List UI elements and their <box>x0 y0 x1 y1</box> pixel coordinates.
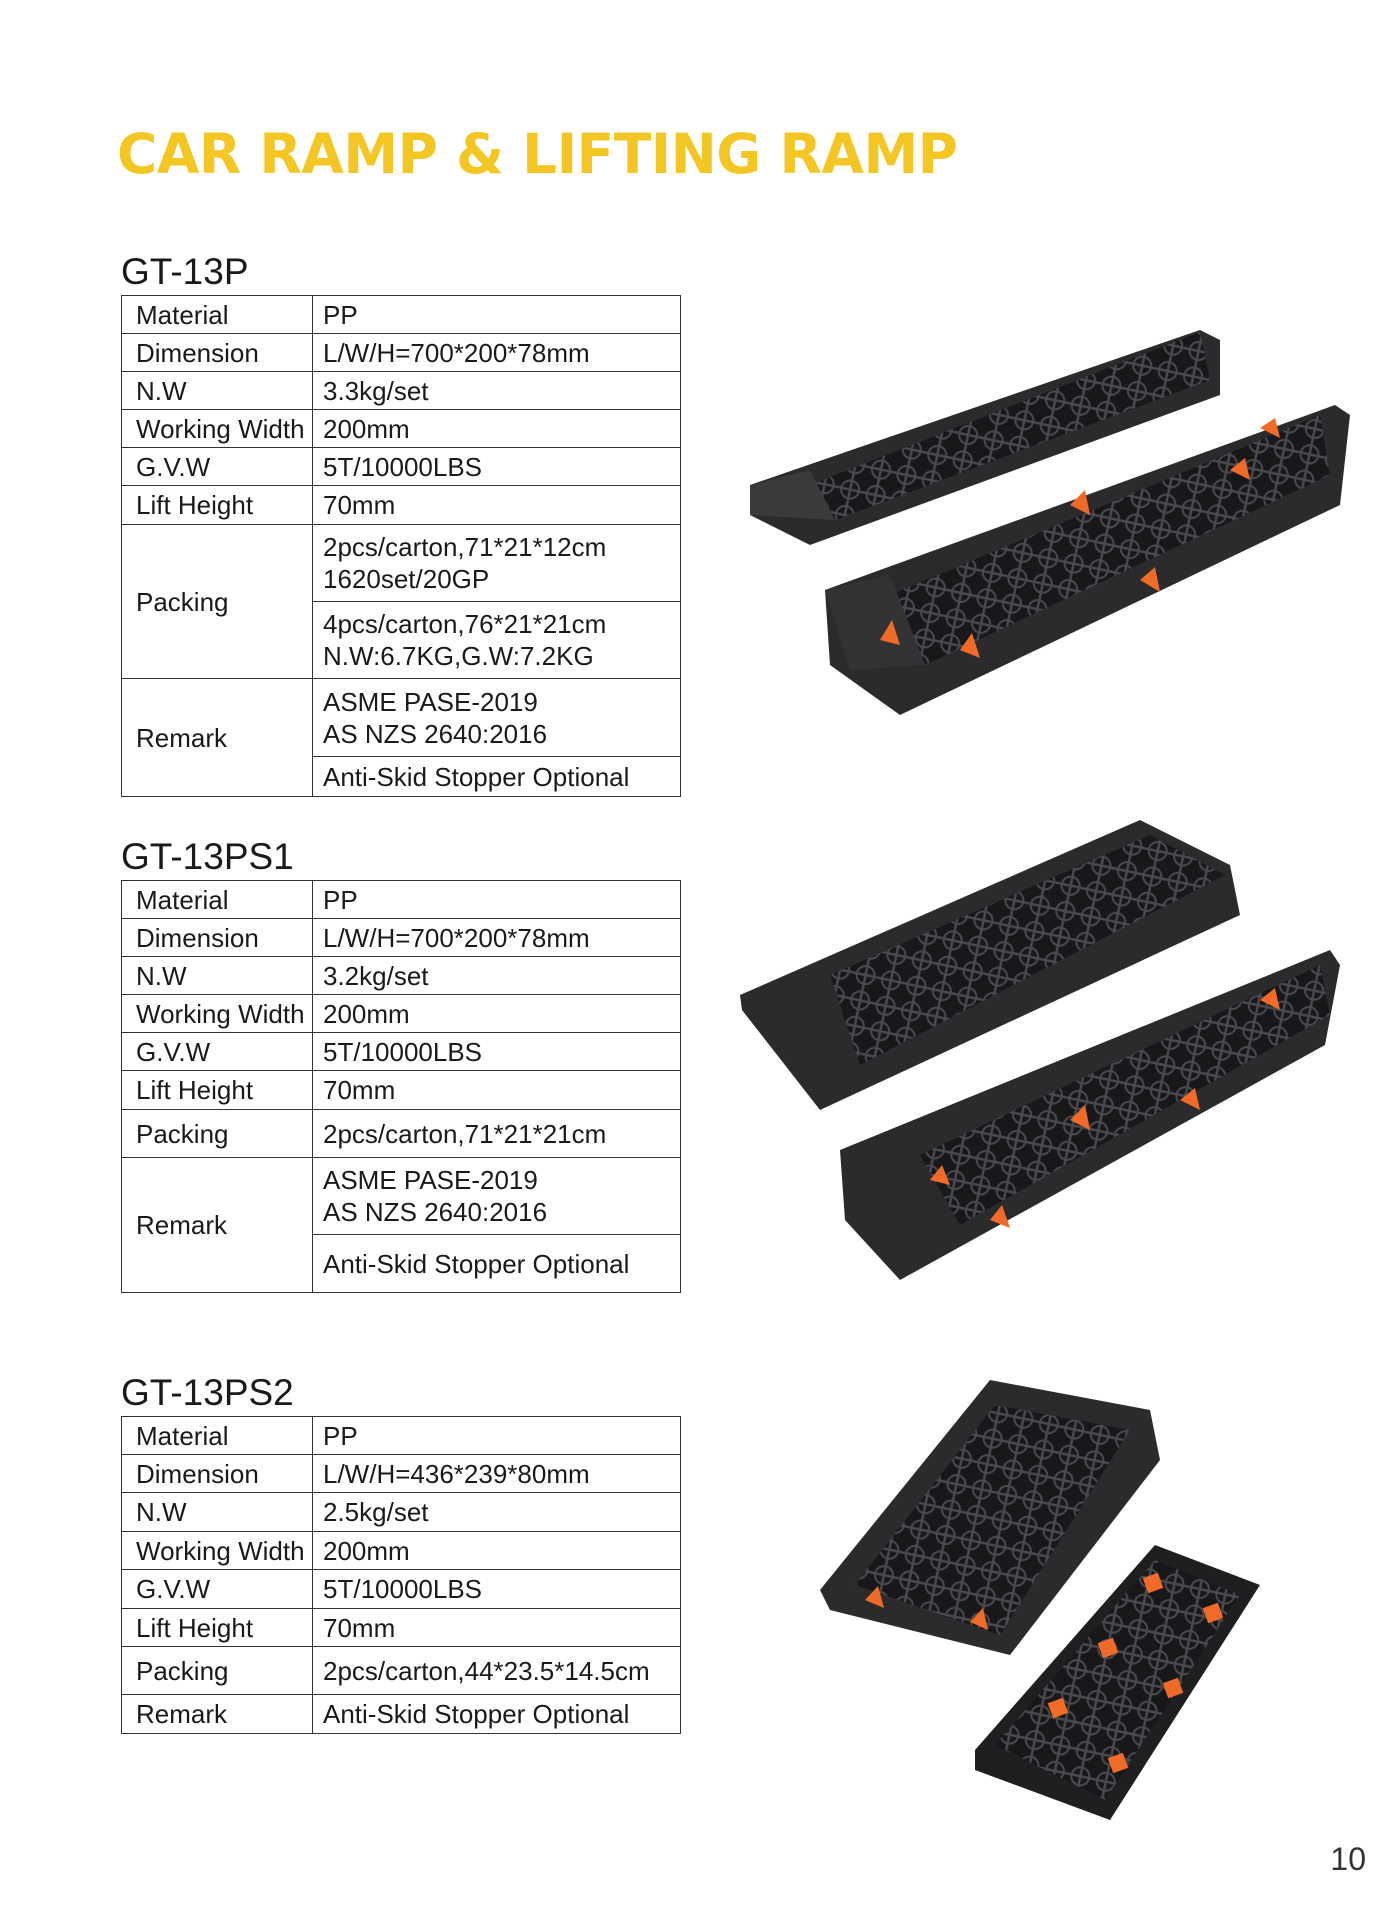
value-lift-height: 70mm <box>313 1609 681 1647</box>
value-nw: 2.5kg/set <box>313 1493 681 1532</box>
table-row <box>122 1647 681 1695</box>
value-gvw: 5T/10000LBS <box>313 448 681 486</box>
table-row <box>122 881 681 919</box>
remark-line: AS NZS 2640:2016 <box>323 1197 548 1227</box>
label-gvw: G.V.W <box>122 1570 313 1609</box>
value-working-width: 200mm <box>313 1532 681 1570</box>
table-row <box>122 372 681 410</box>
label-lift-height: Lift Height <box>122 1609 313 1647</box>
spec-table-gt-13p <box>121 295 681 797</box>
table-row <box>122 1570 681 1609</box>
model-title-gt-13ps2: GT-13PS2 <box>121 1372 294 1413</box>
table-row <box>122 448 681 486</box>
value-packing: 2pcs/carton,71*21*21cm <box>313 1110 681 1158</box>
value-remark: Anti-Skid Stopper Optional <box>313 1695 681 1734</box>
label-material: Material <box>122 1417 313 1455</box>
table-row <box>122 334 681 372</box>
model-title-gt-13ps1: GT-13PS1 <box>121 836 294 877</box>
remark-line: AS NZS 2640:2016 <box>323 718 548 749</box>
label-remark: Remark <box>122 1695 313 1734</box>
page-number: 10 <box>1330 1841 1366 1877</box>
value-remark-standards <box>313 679 681 757</box>
remark-line: ASME PASE-2019 <box>323 686 538 717</box>
value-dimension: L/W/H=436*239*80mm <box>313 1455 681 1493</box>
packing-line: N.W:6.7KG,G.W:7.2KG <box>323 641 594 671</box>
value-remark-optional: Anti-Skid Stopper Optional <box>313 1235 681 1293</box>
table-row <box>122 1609 681 1647</box>
label-remark: Remark <box>122 679 313 797</box>
value-dimension: L/W/H=700*200*78mm <box>313 919 681 957</box>
value-working-width: 200mm <box>313 410 681 448</box>
value-material: PP <box>313 881 681 919</box>
label-dimension: Dimension <box>122 919 313 957</box>
label-dimension: Dimension <box>122 1455 313 1493</box>
value-material: PP <box>313 1417 681 1455</box>
label-gvw: G.V.W <box>122 448 313 486</box>
table-row <box>122 525 681 602</box>
table-row <box>122 995 681 1033</box>
packing-line: 2pcs/carton,71*21*12cm <box>323 532 607 562</box>
value-nw: 3.2kg/set <box>313 957 681 995</box>
label-nw: N.W <box>122 372 313 410</box>
label-nw: N.W <box>122 957 313 995</box>
value-packing: 2pcs/carton,44*23.5*14.5cm <box>313 1647 681 1695</box>
table-row <box>122 1071 681 1110</box>
spec-table-gt-13ps2 <box>121 1416 681 1734</box>
product-photo-gt-13ps2 <box>810 1360 1270 1830</box>
value-remark-optional: Anti-Skid Stopper Optional <box>313 757 681 797</box>
label-working-width: Working Width <box>122 1532 313 1570</box>
label-lift-height: Lift Height <box>122 486 313 525</box>
value-dimension: L/W/H=700*200*78mm <box>313 334 681 372</box>
value-working-width: 200mm <box>313 995 681 1033</box>
label-packing: Packing <box>122 1110 313 1158</box>
label-lift-height: Lift Height <box>122 1071 313 1110</box>
table-row <box>122 1493 681 1532</box>
value-gvw: 5T/10000LBS <box>313 1033 681 1071</box>
label-working-width: Working Width <box>122 995 313 1033</box>
table-row <box>122 1033 681 1071</box>
table-row <box>122 1417 681 1455</box>
label-gvw: G.V.W <box>122 1033 313 1071</box>
table-row <box>122 1110 681 1158</box>
label-remark: Remark <box>122 1158 313 1293</box>
value-material: PP <box>313 296 681 334</box>
packing-line: 4pcs/carton,76*21*21cm <box>323 609 607 639</box>
label-material: Material <box>122 881 313 919</box>
table-row <box>122 1455 681 1493</box>
table-row <box>122 919 681 957</box>
spec-table-gt-13ps1 <box>121 880 681 1293</box>
value-lift-height: 70mm <box>313 1071 681 1110</box>
page-title: CAR RAMP & LIFTING RAMP <box>117 122 958 186</box>
table-row <box>122 1158 681 1235</box>
product-photo-gt-13p <box>740 320 1350 730</box>
label-dimension: Dimension <box>122 334 313 372</box>
value-lift-height: 70mm <box>313 486 681 525</box>
table-row <box>122 1695 681 1734</box>
table-row <box>122 679 681 757</box>
table-row <box>122 957 681 995</box>
label-packing: Packing <box>122 525 313 679</box>
packing-line: 1620set/20GP <box>323 564 490 594</box>
product-photo-gt-13ps1 <box>730 800 1350 1300</box>
label-packing: Packing <box>122 1647 313 1695</box>
model-title-gt-13p: GT-13P <box>121 251 249 292</box>
label-material: Material <box>122 296 313 334</box>
table-row <box>122 296 681 334</box>
remark-line: ASME PASE-2019 <box>323 1165 538 1195</box>
table-row <box>122 486 681 525</box>
value-nw: 3.3kg/set <box>313 372 681 410</box>
value-gvw: 5T/10000LBS <box>313 1570 681 1609</box>
label-nw: N.W <box>122 1493 313 1532</box>
table-row <box>122 1532 681 1570</box>
table-row <box>122 410 681 448</box>
label-working-width: Working Width <box>122 410 313 448</box>
value-packing-option-2 <box>313 602 681 679</box>
value-packing-option-1 <box>313 525 681 602</box>
value-remark-standards <box>313 1158 681 1235</box>
